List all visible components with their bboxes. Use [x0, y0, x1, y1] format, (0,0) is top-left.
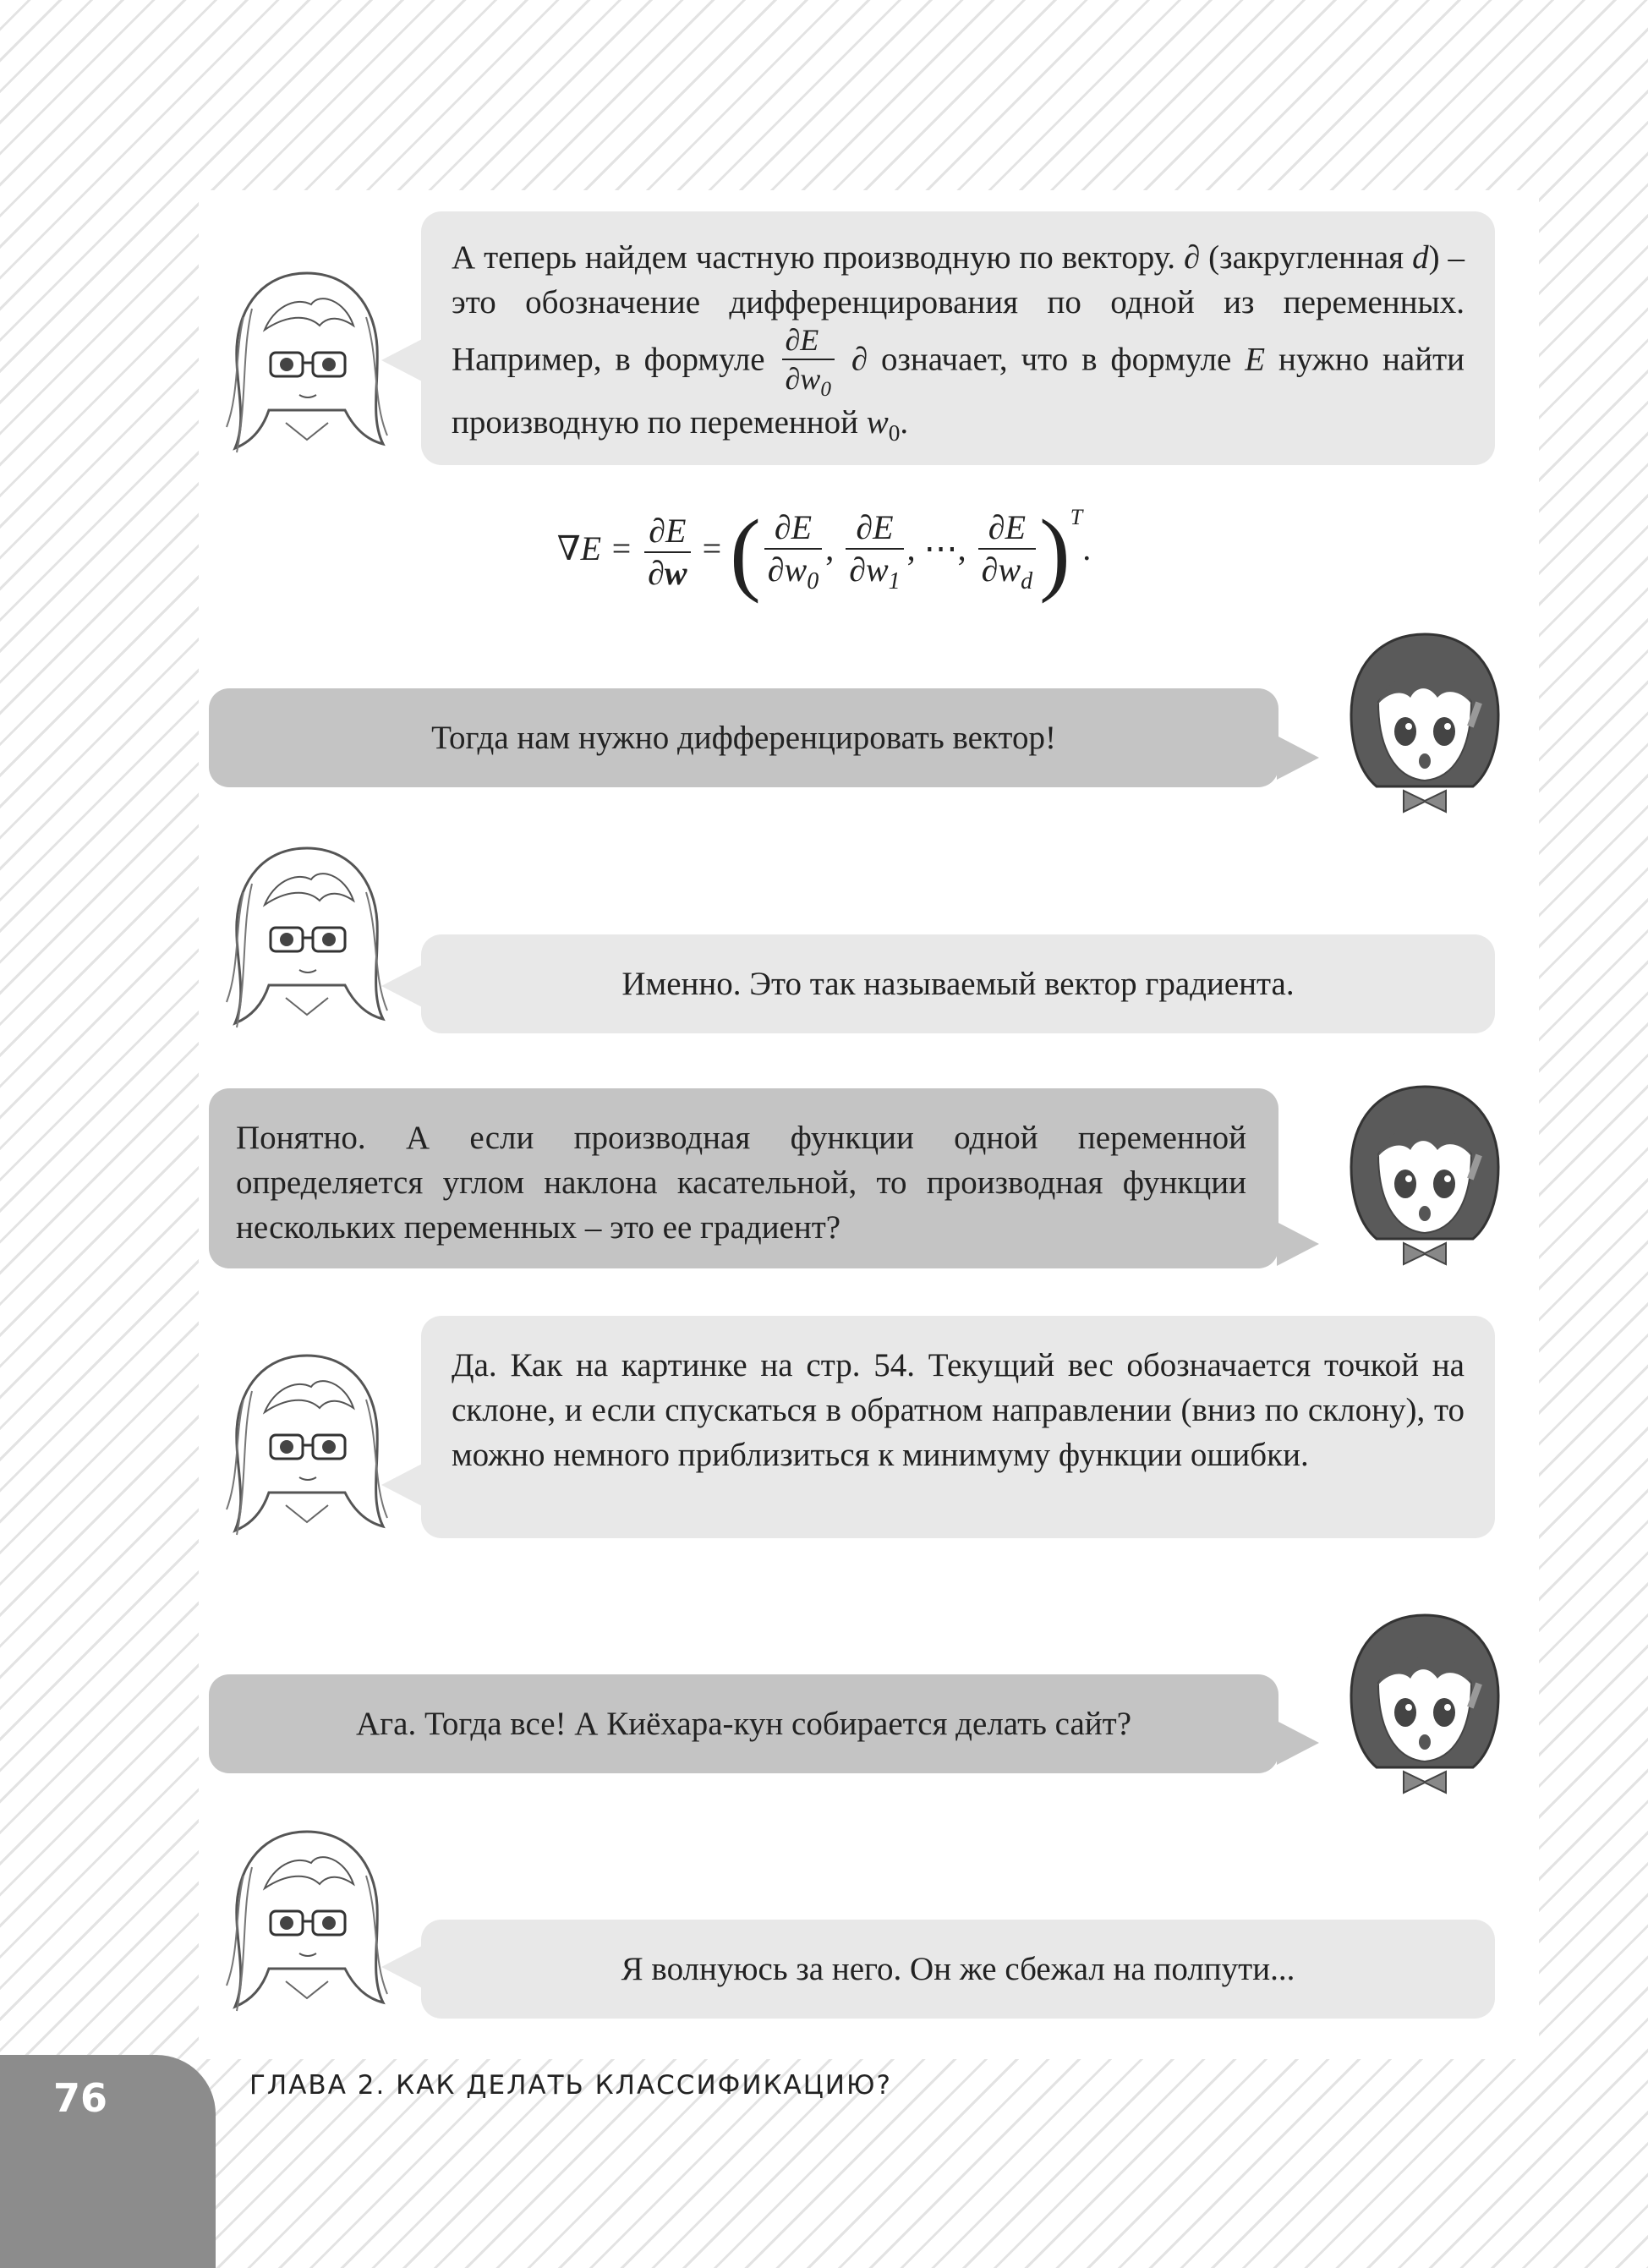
speech-bubble — [209, 688, 1278, 787]
chapter-title: ГЛАВА 2. КАК ДЕЛАТЬ КЛАССИФИКАЦИЮ? — [249, 2070, 892, 2101]
short-hair-girl-avatar — [1336, 1074, 1514, 1277]
girl-with-glasses-avatar — [218, 1816, 396, 2019]
page-number: 76 — [52, 2075, 107, 2121]
bubble-tail — [1277, 736, 1319, 780]
short-hair-girl-avatar — [1336, 622, 1514, 824]
bubble-text: А теперь найдем частную производную по вектору. ∂ (закругленная d) – это обозначение дифференцирования по одной из переменных. Например, в формуле $\frac{\partial E}{\partial w_0}$ ∂ означает, что в формуле E нужно найти производную по переменной $w_0$. — [452, 239, 1465, 446]
speech-bubble — [209, 1674, 1278, 1773]
bubble-text: Ага. Тогда все! А Киёхара-кун собирается делать сайт? — [355, 1706, 1132, 1742]
bubble-tail — [381, 338, 424, 382]
bubble-tail — [1277, 1721, 1319, 1765]
girl-with-glasses-avatar — [218, 1340, 396, 1543]
bubble-text: Именно. Это так называемый вектор градиента. — [621, 966, 1295, 1002]
bubble-tail — [381, 1463, 424, 1507]
bubble-text: Я волнуюсь за него. Он же сбежал на полпути... — [621, 1951, 1295, 1987]
girl-with-glasses-avatar — [218, 258, 396, 461]
inline-fraction: $\frac{\partial E}{\partial w_0}$ — [782, 325, 835, 400]
bubble-tail — [381, 1945, 424, 1989]
bubble-tail — [1277, 1222, 1319, 1266]
speech-bubble — [421, 211, 1495, 465]
bubble-text: Да. Как на картинке на стр. 54. Текущий вес обозначается точкой на склоне, и если спускаться в обратном направлении (вниз по склону), то можно немного приблизиться к минимуму функции ошибки. — [452, 1347, 1465, 1473]
short-hair-girl-avatar — [1336, 1602, 1514, 1805]
girl-with-glasses-avatar — [218, 833, 396, 1036]
bubble-text: Понятно. А если производная функции одной переменной определяется углом наклона касательной, то производная функции нескольких переменных – это ее градиент? — [236, 1120, 1246, 1246]
speech-bubble — [209, 1088, 1278, 1268]
bubble-text: Тогда нам нужно дифференцировать вектор! — [431, 720, 1056, 756]
bubble-tail — [381, 964, 424, 1008]
speech-bubble — [421, 1920, 1495, 2019]
speech-bubble — [421, 1316, 1495, 1538]
gradient-formula: ∇E = $\frac{\partial E}{\partial w}$ = ( $\frac{\partial E}{\partial w_0}$ , $\frac{\partial E}{\partial w_1}$ , ⋯, $\frac{\partial E}{\partial w_d}$ )$^T$. — [556, 501, 1092, 604]
speech-bubble — [421, 934, 1495, 1033]
